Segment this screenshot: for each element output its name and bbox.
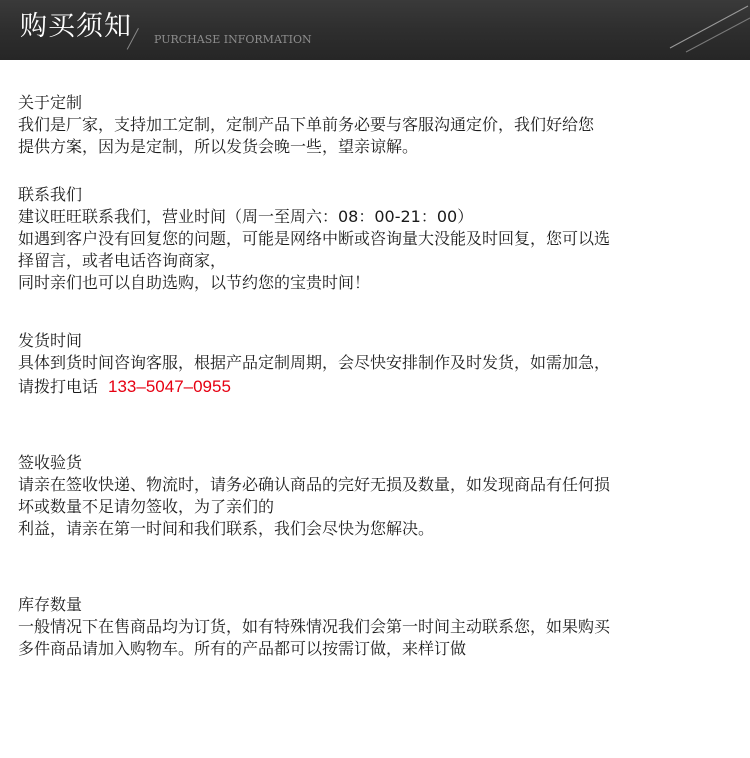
section-inventory <box>18 594 732 660</box>
decorative-lines-icon <box>660 0 750 60</box>
section-text-line: 请亲在签收快递、物流时，请务必确认商品的完好无损及数量，如发现商品有任何损 <box>18 475 611 494</box>
section-contact <box>18 184 732 294</box>
section-text-line: 建议旺旺联系我们，营业时间（周一至周六：08：00-21：00） <box>18 207 474 226</box>
section-text-line: 坏或数量不足请勿签收，为了亲们的 <box>18 497 275 516</box>
section-text-line: 提供方案，因为是定制，所以发货会晚一些，望亲谅解。 <box>18 137 419 156</box>
section-customization <box>18 92 732 158</box>
section-text-line: 利益，请亲在第一时间和我们联系，我们会尽快为您解决。 <box>18 519 435 538</box>
section-text-line: 一般情况下在售商品均为订货，如有特殊情况我们会第一时间主动联系您，如果购买 <box>18 617 611 636</box>
section-text-line: 多件商品请加入购物车。所有的产品都可以按需订做，来样订做 <box>18 639 467 658</box>
section-title: 关于定制 <box>18 93 83 112</box>
section-title: 签收验货 <box>18 453 83 472</box>
section-text-line: 具体到货时间咨询客服，根据产品定制周期，会尽快安排制作及时发货，如需加急， <box>18 353 611 372</box>
section-shipping <box>18 330 732 398</box>
call-line <box>18 376 732 398</box>
section-text-line: 我们是厂家，支持加工定制，定制产品下单前务必要与客服沟通定价，我们好给您 <box>18 115 595 134</box>
section-title: 发货时间 <box>18 331 83 350</box>
section-title: 库存数量 <box>18 595 83 614</box>
section-title: 联系我们 <box>18 185 83 204</box>
section-text-line: 同时亲们也可以自助选购，以节约您的宝贵时间！ <box>18 273 371 292</box>
page-title: 购买须知 <box>20 11 132 42</box>
section-inspection <box>18 452 732 540</box>
call-label: 请拨打电话 <box>18 377 99 396</box>
section-text-line: 如遇到客户没有回复您的问题，可能是网络中断或咨询量大没能及时回复，您可以选 <box>18 229 611 248</box>
header-banner <box>0 0 750 60</box>
phone-number[interactable]: 133–5047–0955 <box>108 377 231 396</box>
section-text-line: 择留言，或者电话咨询商家， <box>18 251 227 270</box>
page-subtitle: PURCHASE INFORMATION <box>154 33 312 46</box>
